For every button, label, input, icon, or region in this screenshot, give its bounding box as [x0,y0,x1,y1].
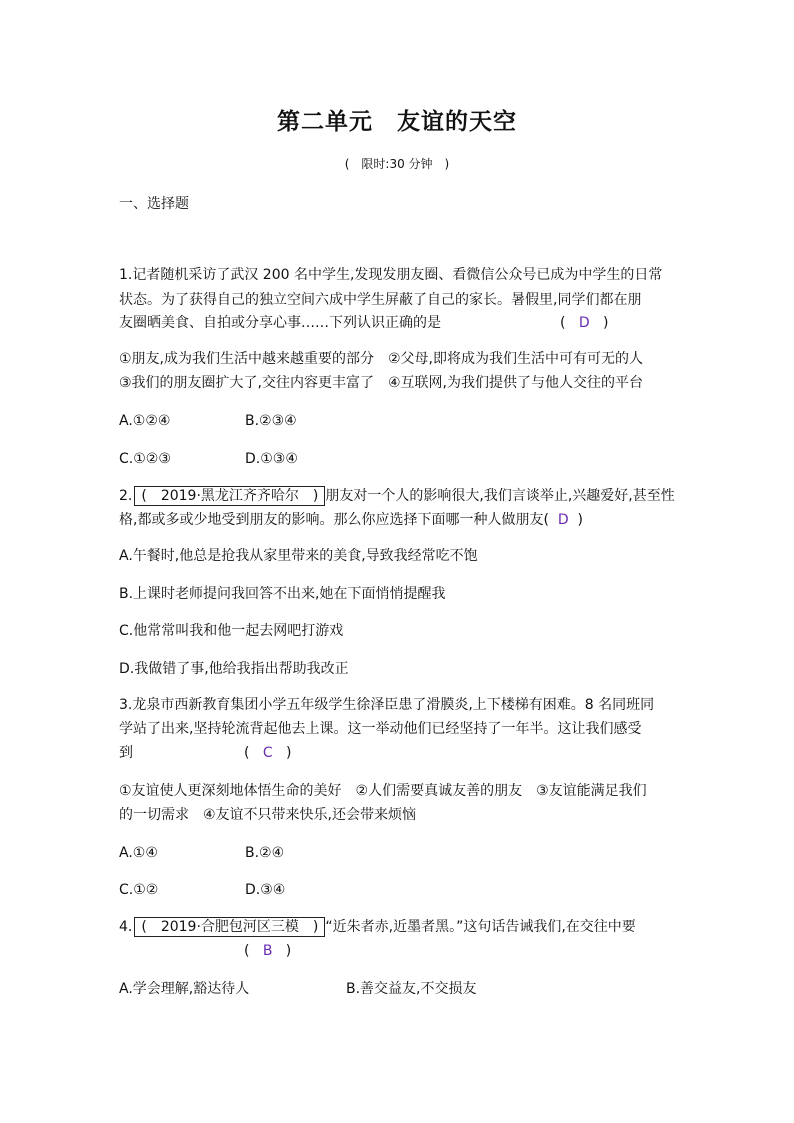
q4-answer: B [262,943,273,959]
q3-option-b: B.②④ [245,845,285,861]
q4-line-1: 4. ( 2019·合肥包河区三模 ) “近朱者赤,近墨者黑。”这句话告诫我们,在交往中要 [119,919,636,935]
q1-option-d: D.①③④ [245,451,298,467]
q4-answer-paren: ( B ) [244,943,292,959]
q2-number: 2. [119,488,133,504]
q2-option-a: A.午餐时,他总是抢我从家里带来的美食,导致我经常吃不饱 [119,548,478,564]
q1-statement-2: ③我们的朋友圈扩大了,交往内容更丰富了 ④互联网,为我们提供了与他人交往的平台 [119,375,643,391]
q2-option-d: D.我做错了事,他给我指出帮助我改正 [119,661,349,677]
page-title: 第二单元 友谊的天空 [277,108,517,135]
q1-line-2: 状态。为了获得自己的独立空间六成中学生屏蔽了自己的家长。暑假里,同学们都在朋 [119,292,642,308]
q3-line-3: 到 [119,745,133,761]
section-heading: 一、选择题 [119,196,189,212]
q3-statement-1: ①友谊使人更深刻地体悟生命的美好 ②人们需要真诚友善的朋友 ③友谊能满足我们 [119,783,647,799]
q4-option-b: B.善交益友,不交损友 [346,981,477,997]
q2-line-2: 格,都或多或少地受到朋友的影响。那么你应选择下面哪一种人做朋友( D ) [119,512,583,528]
q2-option-b: B.上课时老师提问我回答不出来,她在下面悄悄提醒我 [119,586,446,602]
q1-option-c: C.①②③ [119,451,171,467]
q1-line-3: 友圈晒美食、自拍或分享心事……下列认识正确的是 [119,315,441,331]
q3-line-2: 学站了出来,坚持轮流背起他去上课。这一举动他们已经坚持了一年半。这让我们感受 [119,721,642,737]
q2-option-c: C.他常常叫我和他一起去网吧打游戏 [119,623,344,639]
q1-statement-1: ①朋友,成为我们生活中越来越重要的部分 ②父母,即将成为我们生活中可有可无的人 [119,351,643,367]
q1-answer-paren: ( D ) [560,315,609,331]
time-limit: ( 限时:30 分钟 ) [344,157,450,171]
q3-line-1: 3.龙泉市西新教育集团小学五年级学生徐泽臣患了滑膜炎,上下楼梯有困难。8 名同班同 [119,697,655,713]
q2-source-tag: ( 2019·黑龙江齐齐哈尔 ) [134,486,325,506]
q1-answer: D [578,315,590,331]
q1-option-a: A.①②④ [119,413,171,429]
q3-statement-2: 的一切需求 ④友谊不只带来快乐,还会带来烦恼 [119,807,416,823]
q3-answer: C [262,745,273,761]
q1-line-1: 1.记者随机采访了武汉 200 名中学生,发现发朋友圈、看微信公众号已成为中学生的日常 [119,267,663,283]
q3-option-c: C.①② [119,882,159,898]
q3-answer-paren: ( C ) [244,745,292,761]
q2-answer: D [557,512,569,528]
q4-number: 4. [119,919,133,935]
q4-source-tag: ( 2019·合肥包河区三模 ) [134,917,325,937]
q3-option-a: A.①④ [119,845,158,861]
q3-option-d: D.③④ [245,882,286,898]
q1-option-b: B.②③④ [245,413,297,429]
q4-option-a: A.学会理解,豁达待人 [119,981,250,997]
q2-line-1: 2. ( 2019·黑龙江齐齐哈尔 ) 朋友对一个人的影响很大,我们言谈举止,兴趣爱好,甚至性 [119,488,675,504]
